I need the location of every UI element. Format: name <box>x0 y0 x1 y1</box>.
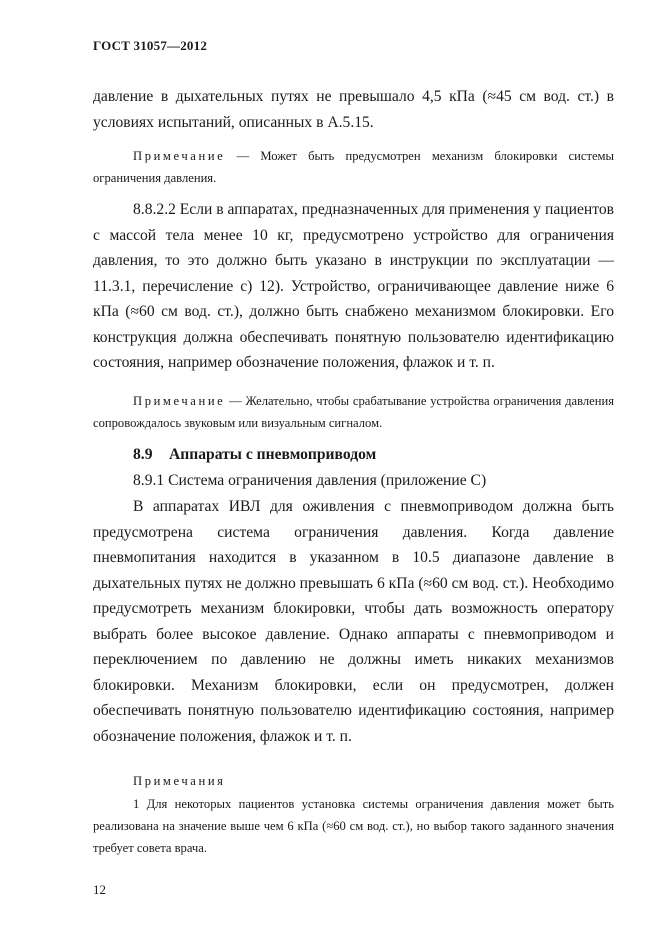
note-text: — Желательно, чтобы срабатывание устройства ограничения давления сопровождалось звуковым или визуальным сигналом. <box>93 394 614 430</box>
page-number: 12 <box>93 882 106 897</box>
section-heading-8-9 <box>133 442 376 467</box>
notes-heading <box>93 770 614 792</box>
subsection-heading-8-9-1: 8.9.1 Система ограничения давления (приложение С) <box>133 472 487 489</box>
note-alarm-signal <box>93 390 614 434</box>
note-label: Примечание <box>133 394 226 408</box>
note-blocking-mechanism <box>93 145 614 189</box>
note-label: Примечание <box>133 149 226 163</box>
note-item-1: 1 Для некоторых пациентов установка системы ограничения давления может быть реализована на значение выше чем 6 кПа (≈60 см вод. ст.), но выбор такого заданного значения требует совета врача. <box>93 797 614 855</box>
section-title: Аппараты с пневмоприводом <box>169 446 377 463</box>
notes-label: Примечания <box>133 774 226 788</box>
standard-header: ГОСТ 31057—2012 <box>93 38 208 53</box>
section-number: 8.9 <box>133 446 153 463</box>
paragraph-pneumatic-resuscitators: В аппаратах ИВЛ для оживления с пневмоприводом должна быть предусмотрена система ограничения давления. Когда давление пневмопитания находится в указанном в 10.5 диапазоне давление в дыхательных путях не должно превышать 6 кПа (≈60 см вод. ст.). Необходимо предусмотреть механизм блокировки, чтобы дать возможность оператору выбрать более высокое давление. Однако аппараты с пневмоприводом и переключением по давлению не должны иметь никаких механизмов блокировки. Механизм блокировки, если он предусмотрен, должен обеспечивать понятную пользователю идентификацию состояния, например обозначение положения, флажок и т. п. <box>93 498 614 745</box>
paragraph-pressure-limit: давление в дыхательных путях не превышало 4,5 кПа (≈45 см вод. ст.) в условиях испытаний, описанных в А.5.15. <box>93 88 614 131</box>
note-text: — Может быть предусмотрен механизм блокировки системы ограничения давления. <box>93 149 614 185</box>
paragraph-8-8-2-2: 8.8.2.2 Если в аппаратах, предназначенных для применения у пациентов с массой тела менее 10 кг, предусмотрено устройство для ограничения давления, то это должно быть указано в инструкции по эксплуатации — 11.3.1, перечисление с) 12). Устройство, ограничивающее давление ниже 6 кПа (≈60 см вод. ст.), должно быть снабжено механизмом блокировки. Его конструкция должна обеспечивать понятную пользователю идентификацию состояния, например обозначение положения, флажок и т. п. <box>93 201 614 371</box>
